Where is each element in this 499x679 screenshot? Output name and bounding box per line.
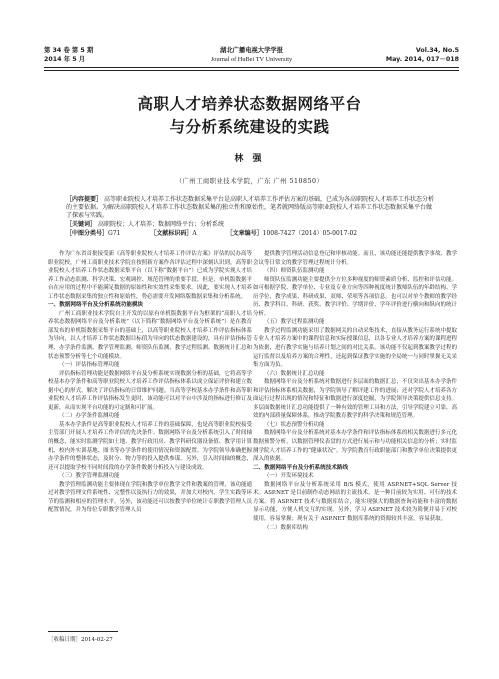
- subsection-heading: （二）办学条件监测功能: [59, 413, 120, 420]
- header-volume-en: Vol.34, No.5: [415, 47, 459, 54]
- subsection-heading: （一）评估指标管理功能: [59, 362, 120, 369]
- subsection-heading: （二）数据库结构: [264, 524, 309, 531]
- clc-label: ［中图分类号］: [66, 230, 109, 237]
- abstract-text: 高等职业院校人才培养工作状态数据采集平台是高职人才培养工作评估方案的基础，已成为各高职院校人才培养工作状态分析的主要依据。为解决高职院校人才培养工作状态数据采集的独立性和原始性，笔者就网络版高等职业院校人才培养工作状态数据采集平台做了探索与实践。: [66, 196, 434, 220]
- subsection-heading: （五）教学过程监测功能: [264, 319, 325, 326]
- running-header: [44, 46, 459, 68]
- keywords: [66, 221, 437, 229]
- abstract-label: ［内容提要］: [66, 196, 103, 203]
- header-journal-en: Journal of HuBei TV University: [210, 56, 293, 63]
- doc-code-label: ［文献标识码］: [150, 230, 193, 237]
- paragraph: 评估指标管理功能是数据网络平台及分析系统实现数据分析的基础，它将高等学校基本办学条件和高等职业院校人才培养工作评估指标体系以成立保证评价和建立数据中心的形式，解决了评估指标的日常维护问题。当高等学校基本办学条件和高等职业院校人才培养工作评估指标发生更时，该功能可以对平台中涉及的指标进行修订及更新，从而实现平台功能的可定制和可扩展。: [48, 370, 252, 411]
- header-volume-cn: 第 34 卷 第 5 期: [44, 47, 94, 54]
- paragraph: 数据网络平台及分析系统对基本办学条件和评估指标体系的相关数据进行多元化数据预警分析，以数据管理仪表盘的方式进行展示和与功能相关信息的分析；实时监测学院人才培养工作的“健康状况”。为学院教育行政职能部门和教学单位决策提供更深入的依据。: [253, 430, 457, 463]
- article-title-line-1: 高职人才培养状态数据网络平台: [137, 94, 362, 113]
- keywords-text: 高职院校；人才培养；数据网络平台；分析系统: [97, 221, 224, 228]
- paragraph: 教学管理监测功能主要体现在学院和教学单位教学文件和教案的管理，该功能通过对教学管理文件系统性、完整性以及执行力的效果，并加大对校内、学生实践等环节的监测和相应的管理水平。另外，该功能还可以按教学单位统计专职教学管理人员配置情况，并为每位专职教学管理人员: [48, 481, 252, 514]
- paragraph: 作为广东省首批接受新《高等职业院校人才培养工作评估方案》评估的民办高等职业院校，广州工商职业技术学院在按照新方案作各评估过程中深刻认识到，高等职业院校人才培养工作状态数据采集平台（以下称“数据平台”）已成为学院实现人才培养工作动态监测、科学决策、宏观调控、规范管理的重要手段。但是，单机版数据平台在应用的过程中不能满足数据的原始性和实效性采集要求。因此，要实现人才培养工作状态数据采集的独立性和原始性，势必需要开发网络版数据采集和分析系统。: [48, 251, 252, 300]
- doc-code-value: A: [192, 230, 197, 237]
- footnote-rule: [48, 631, 118, 632]
- paragraph: 提供教学管理活动信息登记和审核功能。而且，该功能还能提供教学事故、教学会议等日常文的教学管理过程统计分析。: [253, 251, 457, 266]
- paragraph: 数据网络平台及分析系统采用 B/S 模式，使用 ASP.NET+SQL Server 技术。ASP.NET 是目前制作动态网站的主流技术。是一种目前较为实用、可行的技术方案。将 ASP.NET 技术与数据库结合，能实现强大的数据查询功能和丰富的数据显示功能，方便人机交互的实现。另外，学习 ASP.NET 技术较为简便并易于对校使用，容易掌握；现有关于 ASP.NET 数据库系统的资源较其丰富，容易获取。: [253, 481, 457, 522]
- article-no-value: 1008-7427（2014）05-0017-02: [262, 230, 358, 237]
- header-rule-thin: [44, 70, 459, 71]
- body-column-left: [48, 250, 252, 515]
- header-rule-thick: [44, 67, 459, 68]
- paragraph: 广州工商职业技术学院自主开发的以原有单机版数据平台为框架的“高职人才培养状态数据网络平台及分析系统”（以下简称“数据网络平台及分析系统”）是在教育部发布的单机版数据采集平台的基础上，以高等职业院校人才培养工作评估指标体系为导向，以人才培养工作状态数据目标值为导向的状态数据建设的，具有评估指标管理、办学条件监测、教学管理监测、师资队伍监测、教学过程监测、数据统计汇总和状态预警分析等七个功能模块。: [48, 310, 252, 360]
- header-date-en: May. 2014, 017－018: [385, 56, 459, 63]
- section-heading: 一、数据网络平台及分析系统功能模块: [48, 302, 144, 309]
- subsection-heading: （三）教学管理监测功能: [59, 473, 120, 480]
- article-no-field: [227, 230, 371, 237]
- clc-field: [66, 230, 134, 237]
- paragraph: 教学过程监测功能采用了数据网关的自动采集技术，直接从教务运行系统中提取专业人才培养方案中的课程信息和实际授课信息，以各专业人才培养方案的课程进程为依据，进行教学实施与培养计划之间的对比关系。该功能不仅起到教案教学过程的运行监督以及培养方案的合理性，还起到保证教学实施的全局统一与同时掌握无关采集方面为负。: [253, 327, 457, 369]
- subsection-heading: （一）开发环境技术: [264, 473, 314, 480]
- body-column-right: [253, 250, 457, 532]
- header-journal-cn: 湖北广播电视大学学报: [220, 47, 283, 54]
- author-name: 林 强: [234, 154, 265, 164]
- article-no-label: ［文章编号］: [226, 230, 263, 237]
- subsection-heading: （四）师资队伍监测功能: [264, 268, 325, 275]
- doc-code-field: [150, 230, 210, 237]
- abstract: [66, 196, 437, 221]
- received-date-footnote: ［收稿日期］2014-02-27: [48, 637, 113, 643]
- article-title-line-2: 与分析系统建设的实践: [169, 117, 330, 136]
- paragraph: 数据网络平台及分析系统对数据进行多层面的数据汇总，不仅突出基本办学条件和评估指标体系相关数据，为学院领导了解评建工作的进展；还对学院人才培养各方面运行过程出现的情况和特征和数据进行深度挖掘，为学院领导决策提供信息支持。多层面数据统计汇总功能提供了一种有效的管理工具和方法，引导学院建立可靠，高效的内部质量保障体系，推动学院教育教学的科学决策和规范管理。: [253, 379, 457, 420]
- author-affiliation: （广州工商职业技术学院，广东 广州 510850）: [175, 178, 324, 185]
- section-heading: 二、数据网络平台及分析系统技术路线: [253, 464, 349, 471]
- classification-line: [66, 230, 437, 238]
- subsection-heading: （六）数据统计汇总功能: [264, 370, 325, 377]
- subsection-heading: （七）状态预警分析功能: [264, 421, 325, 428]
- keywords-label: ［关键词］: [66, 221, 97, 228]
- header-date-cn: 2014 年 5 月: [44, 56, 86, 63]
- header-right: [386, 46, 459, 64]
- clc-value: G71: [108, 230, 121, 237]
- paragraph: 基本办学条件是高等职业院校人才培养工作的基础保障，也是高等职业院校接受主管部门开展人才培养工作评估的先决条件。数据网络平台及分析系统引入了时间轴的概念，能实时监测学院如土地、教学行政用房、教学科研仪器设备值、教学用计算机、校内外实训基地、图书等办学条件的使用情况和资源配置。为学院领导准确把握办学条件的整体状态，及时分、物力等的投入提供参谋。另外，引入时间轴的概念，还可以提取学校不同时间段的办学条件数据分析投入与建设成效。: [48, 421, 252, 471]
- paragraph: 师资队伍监测功能主要提供全方位多种视度的师资素质分析、监控和评估功能。如可根据学院、教学单位、专业及专业方向等四种视度统计教师队伍的年龄结构、学历学位、教学成果、科研成果、双师、荣项等各项信息。也可以对单个教师的教学经历、教学科目、科研、获奖、教学评价、学期评价、学年评价进行横向和纵向的统计分析。: [253, 276, 457, 317]
